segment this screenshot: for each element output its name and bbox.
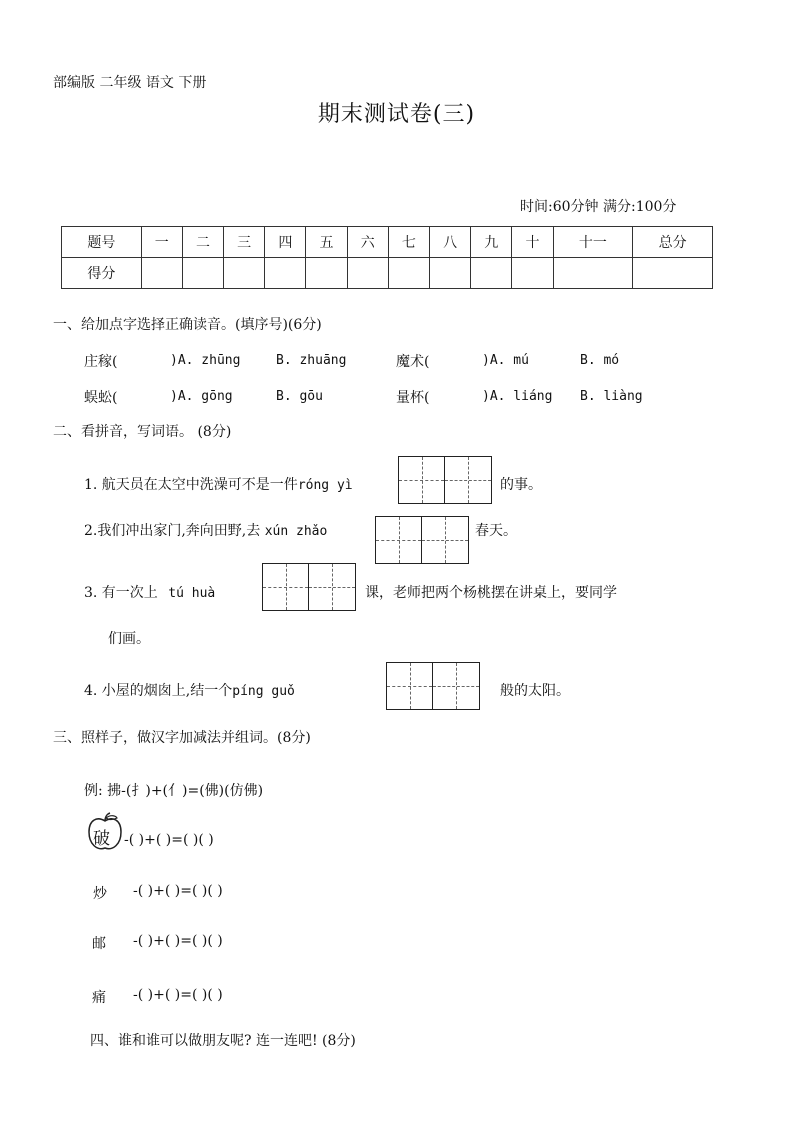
q4-text [84, 680, 295, 700]
sec1-item-word: 蜈蚣( [84, 390, 118, 406]
score-input-cell[interactable] [388, 258, 429, 289]
sec1-item-option-b: B. mó [580, 353, 620, 368]
q3-pinyin: tú huà [168, 586, 216, 601]
score-input-cell[interactable] [471, 258, 512, 289]
score-header-cell: 题号 [62, 227, 142, 258]
section-1-title: 一、给加点字选择正确读音。(填序号)(6分) [53, 317, 322, 333]
sec1-item-option-b: B. gōu [276, 389, 323, 404]
score-header-cell: 九 [471, 227, 512, 258]
tian-cell[interactable] [399, 457, 445, 503]
sec1-item-option-b: B. liàng [580, 389, 643, 404]
q1-pinyin: róng yì [297, 478, 353, 493]
q3-suffix: 课，老师把两个杨桃摆在讲桌上，要同学 [365, 585, 617, 601]
q1-text [84, 474, 353, 494]
sec3-row-char: 邮 [92, 936, 106, 952]
score-header-cell: 七 [388, 227, 429, 258]
q2-suffix: 春天。 [475, 523, 517, 539]
sec3-row-char: 破 [93, 829, 110, 849]
q1-writing-grid[interactable] [398, 456, 492, 504]
q2-text [84, 520, 327, 540]
tian-cell[interactable] [309, 564, 355, 610]
score-input-cell[interactable] [182, 258, 223, 289]
tian-cell[interactable] [263, 564, 309, 610]
tian-cell[interactable] [376, 517, 422, 563]
q2-prefix: 2.我们冲出家门,奔向田野,去 [84, 523, 261, 539]
q4-pinyin: píng guǒ [232, 684, 295, 699]
score-input-cell[interactable] [265, 258, 306, 289]
score-header-cell: 三 [224, 227, 265, 258]
tian-cell[interactable] [387, 663, 433, 709]
q4-suffix: 般的太阳。 [500, 683, 570, 699]
sec3-row-formula: -( )+( )=( )( ) [133, 987, 223, 1003]
sec3-row-formula: -( )+( )=( )( ) [133, 933, 223, 949]
score-input-cell[interactable] [306, 258, 347, 289]
q1-suffix: 的事。 [500, 477, 542, 493]
sec1-item-option-a: )A. gōng [170, 389, 233, 404]
score-header-cell: 八 [429, 227, 470, 258]
tian-cell[interactable] [445, 457, 491, 503]
score-header-cell: 四 [265, 227, 306, 258]
q3-continuation: 们画。 [108, 631, 150, 647]
score-header-cell: 二 [182, 227, 223, 258]
section-4-title: 四、谁和谁可以做朋友呢? 连一连吧! (8分) [90, 1033, 356, 1049]
page-title: 期末测试卷(三) [317, 102, 476, 127]
q2-writing-grid[interactable] [375, 516, 469, 564]
score-table [61, 226, 713, 289]
sec3-row-char: 炒 [93, 886, 107, 902]
score-row-label: 得分 [62, 258, 142, 289]
score-table-score-row [62, 258, 713, 289]
q3-writing-grid[interactable] [262, 563, 356, 611]
score-header-cell: 十一 [553, 227, 633, 258]
document-header: 部编版 二年级 语文 下册 [53, 75, 207, 91]
score-input-cell[interactable] [141, 258, 182, 289]
score-input-cell[interactable] [633, 258, 713, 289]
sec1-item-word: 庄稼( [84, 354, 118, 370]
sec1-item-option-a: )A. zhūng [170, 353, 241, 368]
score-header-cell: 一 [141, 227, 182, 258]
sec3-example: 例: 拂-(扌)+(亻)=(佛)(仿佛) [84, 783, 264, 799]
score-header-cell: 六 [347, 227, 388, 258]
score-table-header-row [62, 227, 713, 258]
sec3-row-formula: -( )+( )=( )( ) [133, 883, 223, 899]
score-header-cell: 十 [512, 227, 553, 258]
sec1-item-word: 量杯( [396, 390, 430, 406]
section-3-title: 三、照样子，做汉字加减法并组词。(8分) [53, 730, 311, 746]
score-input-cell[interactable] [347, 258, 388, 289]
score-input-cell[interactable] [512, 258, 553, 289]
sec3-row-formula: -( )+( )=( )( ) [124, 832, 214, 848]
time-score-info: 时间:60分钟 满分:100分 [520, 199, 677, 215]
q3-text [84, 582, 215, 602]
q4-writing-grid[interactable] [386, 662, 480, 710]
score-input-cell[interactable] [429, 258, 470, 289]
tian-cell[interactable] [422, 517, 468, 563]
sec1-item-word: 魔术( [396, 354, 430, 370]
sec1-item-option-b: B. zhuāng [276, 353, 347, 368]
tian-cell[interactable] [433, 663, 479, 709]
section-2-title: 二、看拼音，写词语。 (8分) [53, 424, 232, 440]
score-input-cell[interactable] [224, 258, 265, 289]
sec1-item-option-a: )A. liáng [482, 389, 553, 404]
score-input-cell[interactable] [553, 258, 633, 289]
score-header-cell: 五 [306, 227, 347, 258]
sec3-row-char: 痛 [92, 990, 106, 1006]
q4-prefix: 4. 小屋的烟囱上,结一个 [84, 683, 233, 699]
q2-pinyin: xún zhǎo [264, 524, 328, 539]
q1-prefix: 1. 航天员在太空中洗澡可不是一件 [84, 477, 298, 493]
sec1-item-option-a: )A. mú [482, 353, 529, 368]
score-header-cell: 总分 [633, 227, 713, 258]
q3-prefix: 3. 有一次上 [84, 585, 158, 601]
